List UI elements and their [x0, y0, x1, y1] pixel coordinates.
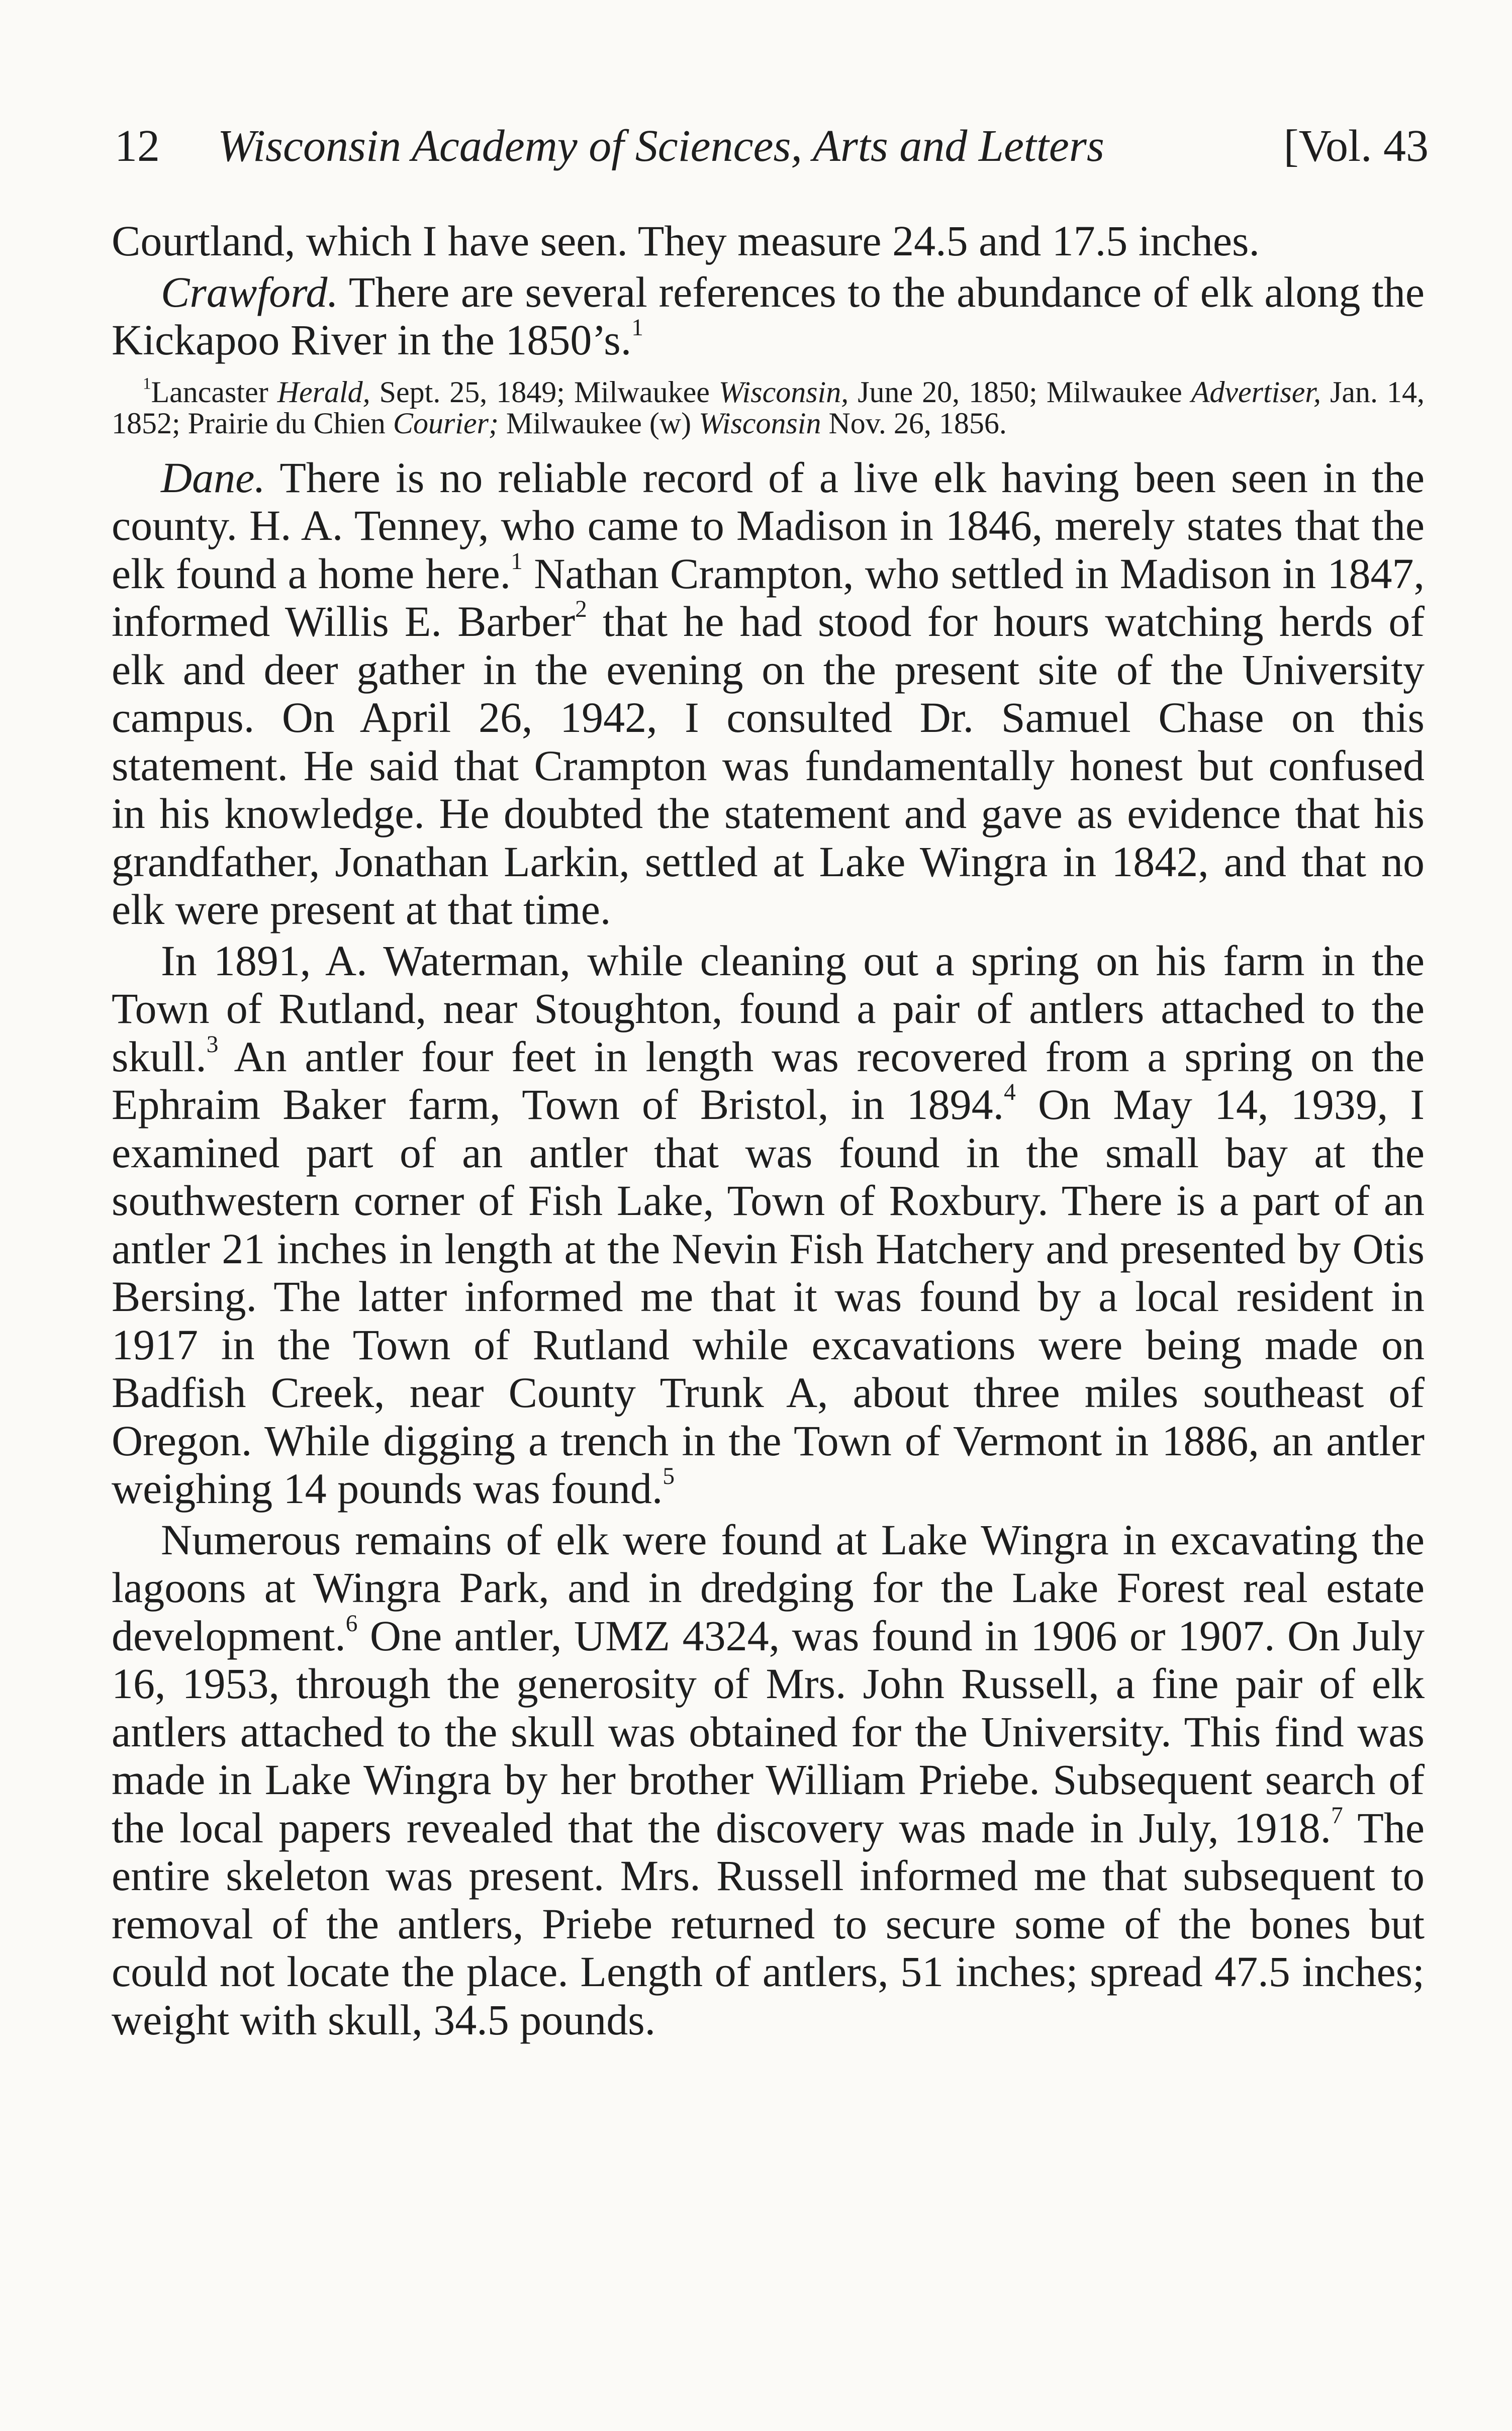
paragraph-dane: [112, 454, 1425, 934]
footnote-text: Nov. 26, 1856.: [821, 406, 1007, 440]
footnote-marker: 1: [143, 375, 151, 393]
paragraph-text: The entire skeleton was present. Mrs. Russell informed me that subsequent to removal of the antlers, Priebe returned to secure some of the bones but could not locate the place. Length of antlers, 51 inches; spread 47.5 inches; weight with skull, 34.5 pounds.: [112, 1803, 1425, 2044]
footnote-italic: Advertiser,: [1191, 375, 1321, 409]
footnote-italic: Herald,: [277, 375, 370, 409]
footnote-ref: 5: [663, 1463, 675, 1490]
paragraph-waterman: [112, 937, 1425, 1513]
paragraph-text: Courtland, which I have seen. They measure 24.5 and 17.5 inches.: [112, 217, 1260, 265]
footnote-text: Lancaster: [151, 375, 277, 409]
body-text: [112, 217, 1425, 2044]
county-heading: Dane.: [161, 453, 265, 502]
paragraph-crawford: [112, 268, 1425, 364]
footnote-ref: 7: [1331, 1802, 1343, 1829]
journal-title: Wisconsin Academy of Sciences, Arts and Letters: [218, 121, 1104, 171]
footnote-ref: 1: [631, 315, 643, 341]
paragraph-text: Nathan Crampton, who settled in Madison in 1847, informed Willis E. Barber: [112, 549, 1425, 645]
paragraph-text: that he had stood for hours watching herds of elk and deer gather in the evening on the present site of the University campus. On April 26, 1942, I consulted Dr. Samuel Chase on this statement. He said that Crampton was fundamentally honest but confused in his knowledge. He doubted the statement and gave as evidence that his grandfather, Jonathan Larkin, settled at Lake Wingra in 1842, and that no elk were present at that time.: [112, 597, 1425, 933]
footnote: [112, 377, 1425, 439]
page-number: 12: [115, 121, 160, 171]
footnote-text: Milwaukee (w): [498, 406, 699, 440]
footnote-italic: Wisconsin: [699, 406, 821, 440]
volume-label: [Vol. 43: [1283, 121, 1429, 171]
county-heading: Crawford.: [161, 267, 338, 316]
footnote-ref: 1: [511, 548, 523, 575]
footnote-ref: 4: [1004, 1079, 1016, 1106]
paragraph-courtland: [112, 217, 1425, 265]
footnote-text: June 20, 1850; Milwaukee: [848, 375, 1191, 409]
paragraph-text: One antler, UMZ 4324, was found in 1906 or 1907. On July 16, 1953, through the generosity of Mrs. John Russell, a fine pair of elk antlers attached to the skull was obtained for the University. This find was made in Lake Wingra by her brother William Priebe. Subsequent search of the local papers revealed that the discovery was made in July, 1918.: [112, 1611, 1425, 1852]
paragraph-text: An antler four feet in length was recovered from a spring on the Ephraim Baker farm, Town of Bristol, in 1894.: [112, 1032, 1425, 1129]
paragraph-text: In 1891, A. Waterman, while cleaning out a spring on his farm in the Town of Rutland, near Stoughton, found a pair of antlers attached to the skull.: [112, 936, 1425, 1081]
paragraph-text: There is no reliable record of a live elk having been seen in the county. H. A. Tenney, who came to Madison in 1846, merely states that the elk found a home here.: [112, 453, 1425, 598]
footnote-ref: 3: [206, 1031, 219, 1058]
paragraph-text: There are several references to the abundance of elk along the Kickapoo River in the 1850’s.: [112, 267, 1425, 364]
footnote-text: Jan. 14, 1852; Prairie du Chien: [112, 375, 1425, 440]
paragraph-text: Numerous remains of elk were found at Lake Wingra in excavating the lagoons at Wingra Park, and in dredging for the Lake Forest real estate development.: [112, 1515, 1425, 1660]
footnote-text: Sept. 25, 1849; Milwaukee: [370, 375, 719, 409]
footnote-italic: Courier;: [393, 406, 499, 440]
paragraph-text: On May 14, 1939, I examined part of an antler that was found in the small bay at the southwestern corner of Fish Lake, Town of Roxbury. There is a part of an antler 21 inches in length at the Nevin Fish Hatchery and presented by Otis Bersing. The latter informed me that it was found by a local resident in 1917 in the Town of Rutland while excavations were being made on Badfish Creek, near County Trunk A, about three miles southeast of Oregon. While digging a trench in the Town of Vermont in 1886, an antler weighing 14 pounds was found.: [112, 1080, 1425, 1513]
footnote-italic: Wisconsin,: [718, 375, 849, 409]
paragraph-lake-wingra: [112, 1516, 1425, 2044]
footnote-ref: 2: [575, 596, 587, 623]
footnote-ref: 6: [345, 1610, 358, 1637]
